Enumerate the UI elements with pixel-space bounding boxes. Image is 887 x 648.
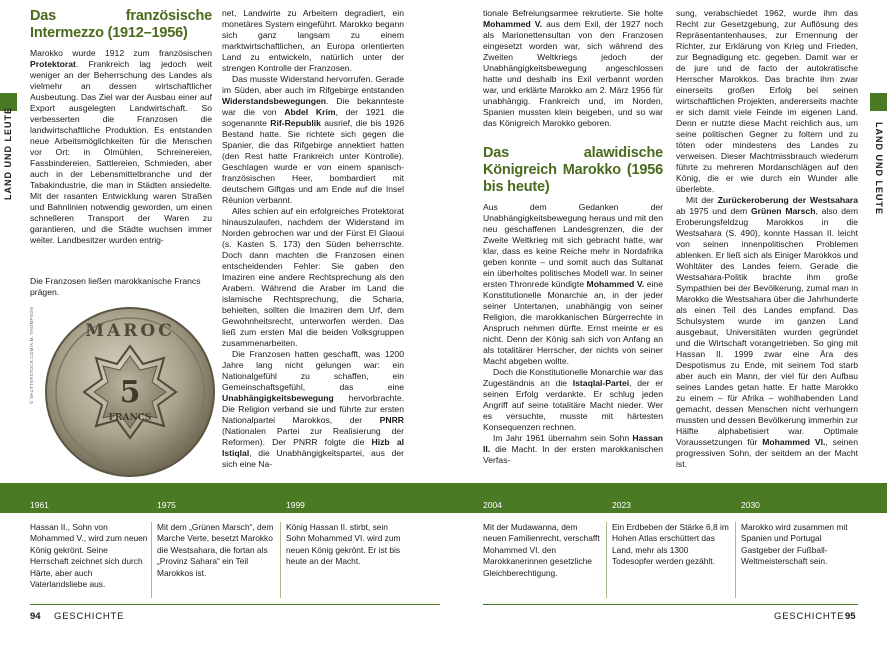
coin-top-text: MAROC: [85, 321, 175, 341]
section-tab-right: [870, 93, 887, 111]
col1-body: [30, 48, 212, 246]
paragraph: sung, verabschiedet 1962, wurde ihm das Recht zur Gesetzgebung, zur Auflösung des Repräsentantenhauses, zur Ernennung der Richter, zur Erklärung von Krieg und Frieden, zur Begnadigung etc. gegeben. Damit war er de jure und de facto der autokratische Herrscher Marokkos. Das brachte ihm zwar einerseits großen Erfolg bei seinen wirtschaftlichen Projekten, andererseits machte er sich damit viele Feinde im eigenen Land. Denn er nutzte diese Macht reichlich aus, um seine politischen Gegner zu foltern und zu töten oder mindestens des Landes zu verweisen. Dieser Machtmissbrauch wiederum führte zu mehreren Mordanschlägen auf den König, die er wie durch ein Wunder alle überlebte.: [676, 8, 858, 194]
timeline-year: 2004: [483, 500, 502, 510]
column-3: [483, 8, 663, 466]
coin-unit: FRANCS: [108, 413, 152, 423]
timeline-text: Mit der Mudawanna, dem neuen Familienrecht, verschafft Mohammed VI. den Marokkanerinnen gesetzliche Gleichberechtigung.: [483, 522, 600, 578]
timeline-text: König Hassan II. stirbt, sein Sohn Mohammed VI. wird zum neuen König gekrönt. Er ist bis heute an der Macht.: [286, 522, 401, 567]
timeline-year: 2023: [612, 500, 631, 510]
timeline-year: 1999: [286, 500, 305, 510]
timeline-divider: [735, 522, 736, 598]
column-2: [222, 8, 404, 470]
paragraph: Im Jahr 1961 übernahm sein Sohn Hassan II. die Macht. In der ersten marokkanischen Verfas-: [483, 433, 663, 465]
paragraph: Das musste Widerstand hervorrufen. Gerade im Süden, aber auch im Rifgebirge entstanden Widerstandsbewegungen. Die bekannteste war die von Abdel Krim, der 1921 die sogenannte Rif-Republik ausrief, die bis 1926 Bestand hatte. Sie richtete sich gegen die Spanier, die das Rifgebirge annektiert hatten (den Rest hatte Frankreich unter Kontrolle). Geschlagen wurde er von einem spanisch-französischen Heer, bombardiert mit deutschem Giftgas und am Ende auf die Insel Réunion verbannt.: [222, 74, 405, 205]
timeline-text: Hassan II., Sohn von Mohammed V., wird zum neuen König gekrönt. Seine Herrschaft zeichnet sich durch Härte, aber auch Vaterlandsliebe aus.: [30, 522, 148, 590]
coin-photo: [30, 304, 230, 479]
paragraph: tionale Befreiungsarmee rekrutierte. Sie holte Mohammed V. aus dem Exil, der 1927 noch als Marionettensultan von den Franzosen eingesetzt worden war, sich während des Zweiten Weltkriegs jedoch der Unabhängigkeitsbewegung angeschlossen hatte und deshalb ins Exil verbannt worden war, und erklärte Marokko am 2. März 1956 für unabhängig. Frankreich und, im Norden, Spanien mussten klein beigeben, und so war das Königreich Marokko geboren.: [483, 8, 664, 128]
timeline-text: Ein Erdbeben der Stärke 6,8 im Hohen Atlas erschüttert das Land, mehr als 1300 Todesopfer werden gezählt.: [612, 522, 729, 567]
paragraph: Mit der Zurückeroberung der Westsahara ab 1975 und dem Grünen Marsch, also dem Eroberungsfeldzug Marokkos in die Westsahara (S. 490), konnte Hassan II. leicht von seinen innenpolitischen Problemen ablenken. Er ließ sich als Einiger Marokkos und Wohltäter des Landes feiern. Gerade die Westsahara-Politik brachte ihm große Sympathien bei der Bevölkerung, zumal man in Marokko die Westsahara über die Jahrhunderte als einen Teil des Landes empfand. Das Schulsystem wurde im ganzen Land ausgebaut, Universitäten wurden gegründet und die Wirtschaft vorangetrieben. So ging mit Hassan II. 1999 zwar eine Ära des Despotismus zu Ende, mit seinem Tod starb aber auch ein Mann, der viel für den Aufbau seines Landes getan hatte. Er hatte Marokko zu einem – für Afrika – wohlhabenden Land gemacht, dessen Menschen nicht verhungern mussten und dessen Bevölkerung immerhin zur Hälfte alphabetisiert war. Optimale Voraussetzungen für Mohammed VI., seinen progressiven Sohn, der seitdem an der Macht ist.: [676, 195, 858, 469]
column-4: [676, 8, 858, 470]
bottom-rule-right: [483, 604, 858, 605]
paragraph: Die Franzosen hatten geschafft, was 1200 Jahre lang nicht gelungen war: ein Nationalgefühl zu schaffen, ein Gemeinschaftsgefühl, das eine Unabhängigkeitsbewegung hervorbrachte. Die Religion verband sie und führte zur ersten Nationalpartei Marokkos, der PNRR (Nationalen Partei zur Realisierung der Reformen). Der PNRR folgte die Hizb al Istiqlal, die Unabhängigkeitspartei, aus der sich eine Na-: [222, 349, 404, 469]
side-label-right: LAND UND LEUTE: [874, 122, 884, 215]
column-1: [30, 8, 212, 479]
page-number-left: 94: [30, 611, 41, 622]
col3b-body: [483, 202, 663, 466]
running-head-right: GESCHICHTE: [774, 611, 845, 622]
timeline-divider: [151, 522, 152, 598]
col3-body: [483, 8, 663, 129]
timeline-year: 1975: [157, 500, 176, 510]
paragraph: net, Landwirte zu Arbeitern degradiert, ein monetäres System eingeführt. Marokko begann sich ganz langsam zu einem marktwirtschaftlichen, an Europa orientierten Land zu entwickeln, natürlich unter der strengen Kontrolle der Franzosen.: [222, 8, 404, 73]
timeline-text: Mit dem „Grünen Marsch“, dem Marche Verte, besetzt Marokko die Westsahara, die fortan als „Provinz Sahara“ ein Teil Marokkos ist.: [157, 522, 274, 578]
paragraph: Alles schien auf ein erfolgreiches Protektorat hinauszulaufen, nachdem der Widerstand im Norden gebrochen war und der Fürst El Glaoui (s. Kasten S. 173) den Süden beherrschte. Doch dann machten die Franzosen einen entscheidenden Fehler: Sie gaben den Imaziren eine andere Rechtsprechung als den Arabern. Während die Araber im Land die islamische Rechtsprechung, die Scharia, behielten, sollten die Imaziren dem Urf, dem Gewohnheitsrecht, unterworfen werden. Das ließ zum ersten Mal die beiden Volksgruppen zusammenarbeiten.: [222, 206, 404, 348]
timeline-divider: [606, 522, 607, 598]
coin-image: [30, 304, 230, 479]
running-head-left: GESCHICHTE: [54, 611, 125, 622]
photo-credit: © SHUTTERSTOCK.COM/A.M. THOMPSON: [29, 306, 34, 404]
section-heading-alawite: Das alawidische Königreich Marokko (1956 bis heute): [483, 145, 663, 195]
photo-caption: Die Franzosen ließen marokkanische Francs prägen.: [30, 276, 201, 297]
col4-body: [676, 8, 858, 470]
page-number-right: 95: [845, 611, 856, 622]
coin-value: 5: [119, 375, 141, 410]
side-label-left: LAND UND LEUTE: [3, 107, 13, 200]
paragraph: Aus dem Gedanken der Unabhängigkeitsbewegung heraus und mit den neu geschaffenen Landesgrenzen, die der Zweite Weltkrieg mit sich gebracht hatte, war klar, dass es keine Reiche mehr in Nordafrika geben konnte – und somit auch das Sultanat ein überholtes politisches Modell war. In seiner ersten Thronrede kündigte Mohammed V. eine Konstitutionelle Monarchie an, in der jeder seiner Untertanen, unabhängig von seiner Religion, die marokkanischen Bürgerrechte in Anspruch nehmen dürfte. Ernst meinte er es nicht. Denn der König sah sich von Anfang an als totalitärer Herrscher, der nichts von seiner Macht abgeben wollte.: [483, 202, 663, 366]
timeline-divider: [280, 522, 281, 598]
paragraph: Doch die Konstitutionelle Monarchie war das Zugeständnis an die Istaqlal-Partei, der er seinen Erfolg verdankte. Er schlug jeden Angriff auf seine totalitäre Macht nieder. Wer es versuchte, musste mit härtesten Konsequenzen rechnen.: [483, 367, 663, 432]
timeline-text: Marokko wird zusammen mit Spanien und Portugal Gastgeber der Fußball-Weltmeisterschaft sein.: [741, 522, 848, 567]
section-heading-french: Das französische Intermezzo (1912–1956): [30, 8, 212, 41]
timeline-year: 2030: [741, 500, 760, 510]
bottom-rule-left: [30, 604, 440, 605]
paragraph: Marokko wurde 1912 zum französischen Protektorat. Frankreich lag jedoch weit weniger an der Beherrschung des Landes als vielmehr an dessen wirtschaftlicher Ausbeutung. Das Ziel war der Ausbau einer auf Export ausgelegten Landwirtschaft. So verbesserten die Franzosen die landwirtschaftliche Produktion. Es entstanden neue Arbeitsmöglichkeiten für die Menschen vor Ort: in Ölmühlen, Schreinereien, Fassbindereien, Sattlereien, Schmieden, aber auch in der Lebensmittelbranche und der Tabakindustrie, die man in Städten ansiedelte. Mit der rasanten Entwicklung waren Straßen und Bahnlinien notwendig geworden, um einen schnelleren Transport der Waren zu garantieren, und die Städte wuchsen immer weiter. Landbesitzer wurden entrig-: [30, 48, 212, 245]
timeline-year: 1961: [30, 500, 49, 510]
col2-body: [222, 8, 404, 470]
